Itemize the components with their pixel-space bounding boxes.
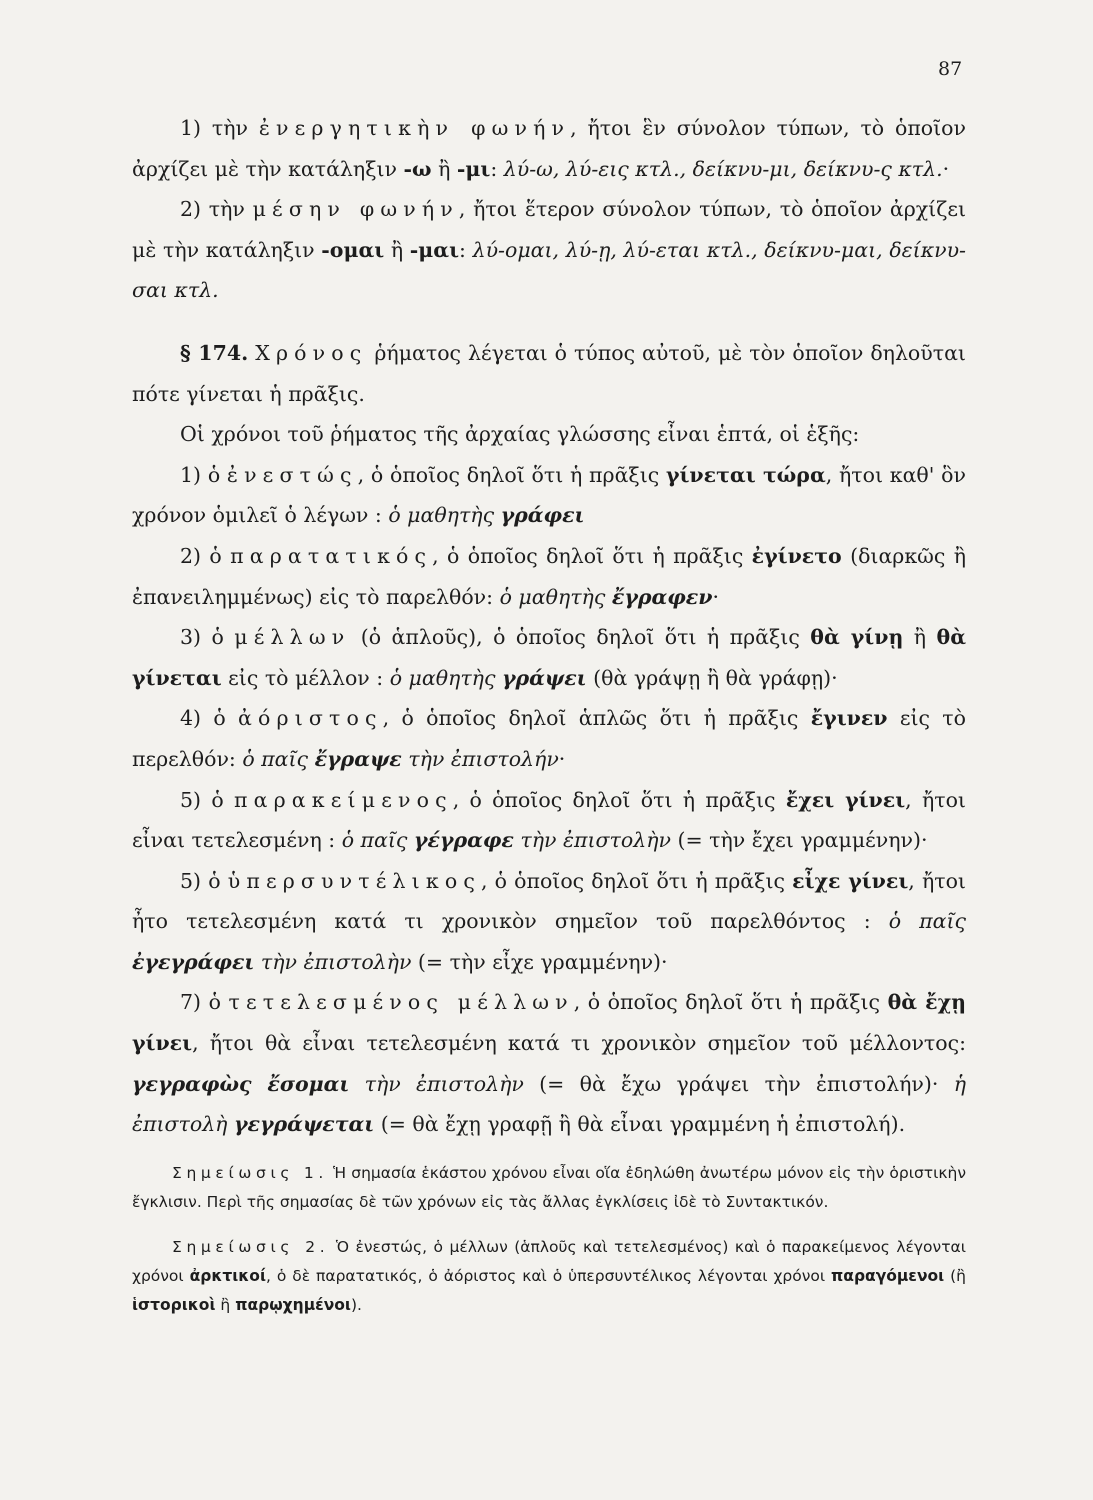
bold-text: ἔγινεν — [810, 706, 888, 731]
text: τὴν — [208, 197, 245, 222]
text: ῥήματος λέγεται ὁ τύπος αὐτοῦ, μὲ τὸν ὁποῖον δηλοῦται πότε γίνεται ἡ πρᾶξις. — [132, 340, 966, 406]
bold-text: ἐγίνετο — [751, 543, 842, 568]
note-text: ). — [350, 1295, 362, 1314]
example-verb: γεγραφὼς ἔσομαι — [132, 1071, 350, 1096]
text: · — [942, 156, 950, 181]
middle-voice-paragraph — [132, 189, 966, 311]
text: , ἤτοι εἶναι τετελεσμένη : — [132, 787, 966, 853]
tense-future — [132, 617, 966, 698]
example: ὁ μαθητὴς — [389, 665, 496, 690]
text: ὁ — [213, 706, 226, 731]
bold-term: ἱστορικοὶ — [132, 1295, 216, 1314]
text: ὁ — [209, 543, 222, 568]
note-text: (ἢ — [944, 1266, 966, 1285]
text: εἰς τὸ μέλλον : — [221, 665, 390, 690]
text: (= θὰ ἔχω γράψει τὴν ἐπιστολήν)· — [523, 1071, 954, 1096]
item-number: 2) — [180, 543, 202, 568]
active-voice-paragraph — [132, 108, 966, 189]
note-text: Ὁ ἐνεστώς, ὁ μέλλων (ἁπλοῦς καὶ τετελεσμένος) καὶ ὁ παρακείμενος λέγονται χρόνοι — [132, 1237, 966, 1285]
text: (= θὰ ἔχῃ γραφῇ ἢ θὰ εἶναι γραμμένη ἡ ἐπιστολή). — [374, 1112, 906, 1137]
example: ὁ μαθητὴς — [499, 584, 606, 609]
note-1 — [132, 1159, 966, 1217]
text: (ὁ ἁπλοῦς), ὁ ὁποῖος δηλοῖ ὅτι ἡ πρᾶξις — [350, 625, 811, 650]
example: τὴν ἐπιστολήν — [408, 746, 559, 771]
term-tense: Χρόνος — [255, 340, 368, 365]
item-number: 7) — [180, 990, 202, 1015]
example-verb: γέγραφε — [413, 828, 514, 853]
ending: -μαι — [409, 237, 460, 262]
item-number: 5) — [180, 787, 202, 812]
example: ὁ παῖς — [888, 909, 966, 934]
text: , ἤτοι θὰ εἶναι τετελεσμένη κατά τι χρονικὸν σημεῖον τοῦ μέλλοντος: — [192, 1031, 966, 1056]
text: , ὁ ὁποῖος δηλοῖ ὅτι ἡ πρᾶξις — [573, 990, 888, 1015]
example-verb: ἐγεγράφει — [132, 949, 255, 974]
bold-text: ἔχει γίνει — [785, 787, 906, 812]
text: ὁ — [208, 868, 221, 893]
text: · — [712, 584, 720, 609]
term-middle-voice: μέσην φωνήν — [252, 197, 459, 222]
text: , ἤτοι ἕτερον σύνολον τύπων, τὸ ὁποῖον ἀρχίζει μὲ τὴν κατάληξιν — [132, 197, 966, 262]
example-verb: γράφει — [500, 503, 585, 528]
tense-name: ἀόριστος — [238, 706, 383, 731]
bold-term: παρῳχημένοι — [235, 1295, 351, 1314]
bold-term: ἀρκτικοί — [189, 1266, 266, 1285]
example: λύ-ομαι, λύ-ῃ, λύ-εται κτλ., δείκνυ-μαι, δείκνυ-σαι κτλ. — [132, 237, 966, 303]
example: ἡ ἐπιστολὴ — [132, 1071, 966, 1137]
tense-name: ἐνεστώς — [226, 462, 358, 487]
example-verb: γεγράψεται — [234, 1112, 375, 1137]
note-text: , ὁ δὲ παρατατικός, ὁ ἀόριστος καὶ ὁ ὑπερσυντέλικος λέγονται χρόνοι — [265, 1266, 832, 1285]
section-mark: § 174. — [180, 340, 249, 365]
text: (θὰ γράψῃ ἢ θὰ γράφῃ)· — [586, 665, 838, 690]
text: , ὁ ὁποῖος δηλοῖ ἁπλῶς ὅτι ἡ πρᾶξις — [382, 706, 811, 731]
tense-name: τετελεσμένος μέλλων — [228, 990, 574, 1015]
text: (= τὴν ἔχει γραμμένην)· — [670, 828, 928, 853]
bold-text: θὰ ἔχῃ γίνει — [132, 990, 967, 1056]
text: (= τὴν εἶχε γραμμένην)· — [411, 949, 668, 974]
item-number: 4) — [180, 706, 202, 731]
tense-present — [132, 455, 966, 536]
example: τὴν ἐπιστολὴν — [364, 1071, 524, 1096]
text: ὁ — [211, 787, 224, 812]
page-number: 87 — [938, 58, 963, 80]
text: · — [558, 746, 566, 771]
bold-text: γίνεται τώρα — [665, 462, 826, 487]
tense-name: μέλλων — [234, 625, 351, 650]
text: ὁ — [207, 462, 221, 487]
tense-imperfect — [132, 536, 966, 617]
example-verb: ἔγραψε — [314, 746, 402, 771]
item-number: 1) — [180, 116, 202, 140]
text: , ὁ ὁποῖος δηλοῖ ὅτι ἡ πρᾶξις — [480, 868, 793, 893]
term-active-voice: ἐνεργητικὴν φωνήν — [258, 116, 571, 140]
tense-name: παρατατικός — [230, 543, 433, 568]
text: , ἤτοι ἦτο τετελεσμένη κατά τι χρονικὸν σημεῖον τοῦ παρελθόντος : — [132, 868, 966, 934]
example: τὴν ἐπιστολὴν — [260, 949, 412, 974]
tense-future-perfect — [132, 982, 966, 1144]
bold-text: εἶχε γίνει — [792, 868, 909, 893]
text: , ὁ ὁποῖος δηλοῖ ὅτι ἡ πρᾶξις — [357, 462, 666, 487]
text: ἢ — [384, 237, 410, 262]
item-number: 2) — [180, 197, 202, 222]
text: εἰς τὸ περελθόν: — [132, 706, 966, 771]
ending: -μι — [456, 156, 491, 181]
item-number: 3) — [180, 625, 202, 650]
note-text: Ἡ σημασία ἑκάστου χρόνου εἶναι οἵα ἐδηλώθη ἀνωτέρω μόνον εἰς τὴν ὁριστικὴν ἔγκλισιν. Περὶ τῆς σημασίας δὲ τῶν χρόνων εἰς τὰς ἄλλας ἐγκλίσεις ἰδὲ τὸ Συντακτικόν. — [132, 1163, 966, 1211]
item-number: 5) — [180, 868, 202, 893]
text: , ἤτοι ἓν σύνολον τύπων, τὸ ὁποῖον ἀρχίζει μὲ τὴν κατάληξιν — [132, 116, 966, 181]
page-body — [132, 108, 966, 1320]
example: ὁ παῖς — [242, 746, 309, 771]
tense-name: παρακείμενος — [233, 787, 453, 812]
tense-name: ὑπερσυντέλικος — [227, 868, 481, 893]
text: , ὁ ὁποῖος δηλοῖ ὅτι ἡ πρᾶξις — [452, 787, 786, 812]
text: ὁ — [208, 990, 221, 1015]
text: : — [459, 237, 473, 262]
note-2 — [132, 1233, 966, 1320]
text: ὁ — [211, 625, 224, 650]
note-text: ἢ — [215, 1295, 236, 1314]
text: (διαρκῶς ἢ ἐπανειλημμένως) εἰς τὸ παρελθόν: — [132, 543, 966, 609]
example: ὁ μαθητὴς — [388, 503, 495, 528]
text: , ὁ ὁποῖος δηλοῖ ὅτι ἡ πρᾶξις — [432, 543, 752, 568]
example: λύ-ω, λύ-εις κτλ., δείκνυ-μι, δείκνυ-ς κτλ. — [503, 156, 943, 181]
note-label: Σημείωσις 1. — [172, 1163, 328, 1182]
note-label: Σημείωσις 2. — [172, 1237, 330, 1256]
text: ἢ — [903, 625, 937, 650]
tense-perfect — [132, 780, 966, 861]
example-verb: ἔγραφεν — [611, 584, 713, 609]
example: τὴν ἐπιστολὴν — [520, 828, 671, 853]
example-verb: γράψει — [501, 665, 587, 690]
text: ἢ — [431, 156, 457, 181]
bold-term: παραγόμενοι — [831, 1266, 945, 1285]
ending: -ω — [403, 156, 432, 181]
bold-text: θὰ γίνῃ — [810, 625, 904, 650]
example: ὁ παῖς — [341, 828, 408, 853]
ending: -ομαι — [321, 237, 385, 262]
text: τὴν — [211, 116, 248, 140]
text: : — [490, 156, 504, 181]
text: , ἤτοι καθ' ὃν χρόνον ὁμιλεῖ ὁ λέγων : — [132, 462, 966, 528]
tenses-intro: Οἱ χρόνοι τοῦ ῥήματος τῆς ἀρχαίας γλώσσης εἶναι ἑπτά, οἱ ἑξῆς: — [180, 422, 860, 447]
section-174-paragraph — [132, 333, 966, 414]
tense-pluperfect — [132, 861, 966, 983]
tense-aorist — [132, 698, 966, 779]
notes — [132, 1159, 966, 1320]
bold-text: θὰ γίνεται — [132, 625, 966, 690]
item-number: 1) — [180, 462, 202, 487]
